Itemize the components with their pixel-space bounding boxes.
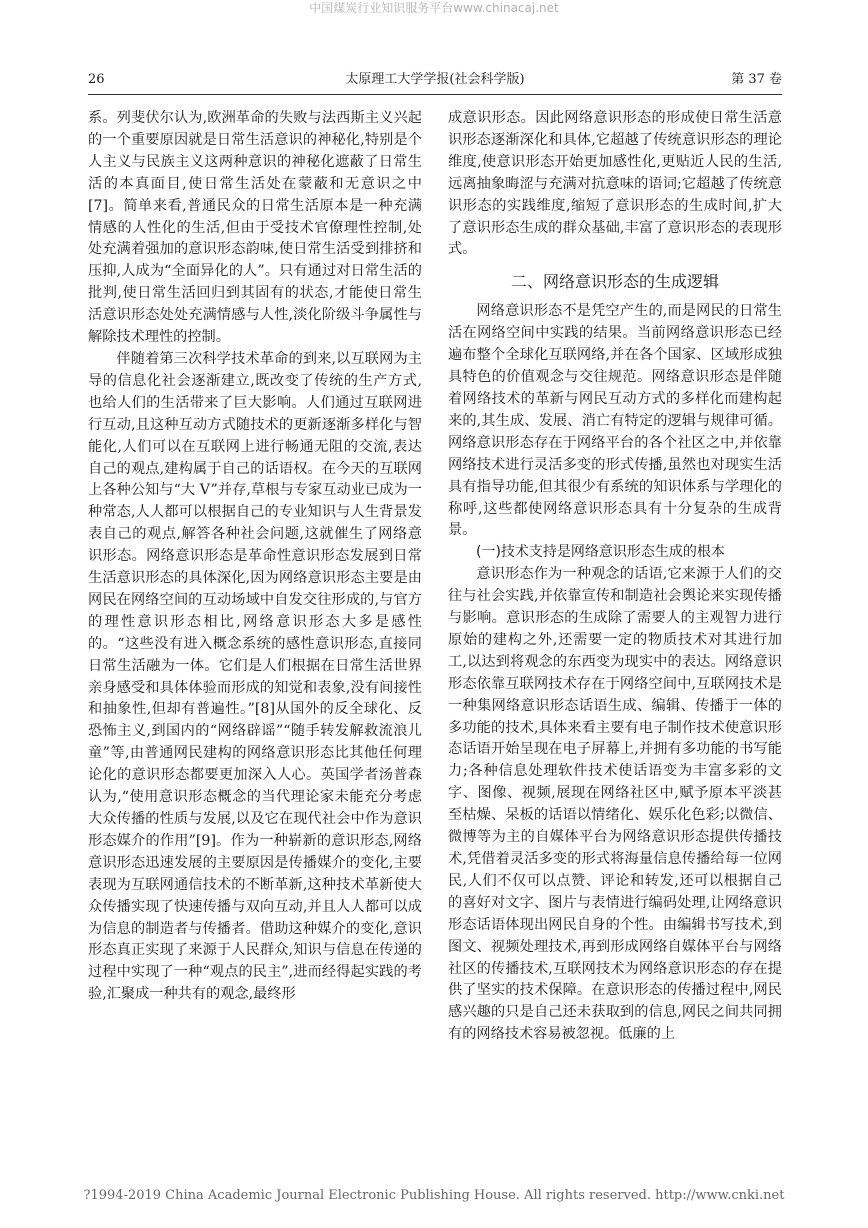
- running-header: [88, 70, 782, 92]
- subsection-title: (一)技术支持是网络意识形态生成的根本: [476, 544, 725, 561]
- volume-label: 第 37 卷: [731, 72, 782, 87]
- left-column: [88, 108, 422, 1006]
- header-rule: [88, 94, 782, 95]
- watermark: 中国煤炭行业知识服务平台www.chinacaj.net: [309, 1, 559, 15]
- paragraph: 意识形态作为一种观念的话语,它来源于人们的交往与社会实践,并依靠宣传和制造社会舆论来实现传播与影响。意识形态的生成除了需要人的主观智力进行原始的建构之外,还需要一定的物质技术对其进行加工,以达到将观念的东西变为现实中的表达。网络意识形态依靠互联网技术存在于网络空间中,互联网技术是一种集网络意识形态话语生成、编辑、传播于一体的多功能的技术,具体来看主要有电子制作技术使意识形态话语开始呈现在电子屏幕上,并拥有多功能的书写能力;各种信息处理软件技术使话语变为丰富多彩的文字、图像、视频,展现在网络社区中,赋予原本平淡甚至枯燥、呆板的话语以情绪化、娱乐化色彩;以微信、微博等为主的自媒体平台为网络意识形态提供传播技术,凭借着灵活多变的形式将海量信息传播给每一位网民,人们不仅可以点赞、评论和转发,还可以根据自己的喜好对文字、图片与表情进行编码处理,让网络意识形态话语体现出网民自身的个性。由编辑书写技术,到图文、视频处理技术,再到形成网络自媒体平台与网络社区的传播技术,互联网技术为网络意识形态的存在提供了坚实的技术保障。在意识形态的传播过程中,网民感兴趣的只是自己还未获取到的信息,网民之间共同拥有的网络技术容易被忽视。低廉的上: [448, 566, 782, 1043]
- right-column: [448, 108, 782, 1046]
- copyright-footer: ?1994-2019 China Academic Journal Electronic Publishing House. All rights reserved. http://www.cnki.net: [83, 1188, 785, 1203]
- paragraph: 系。列斐伏尔认为,欧洲革命的失败与法西斯主义兴起的一个重要原因就是日常生活意识的神秘化,特别是个人主义与民族主义这两种意识的神秘化遮蔽了日常生活的本真面目,使日常生活处在蒙蔽和无意识之中[7]。简单来看,普通民众的日常生活原本是一种充满情感的人性化的生活,但由于受技术官僚理性控制,处处充满着强加的意识形态韵味,使日常生活受到排挤和压抑,人成为“全面异化的人”。只有通过对日常生活的批判,使日常生活回归到其固有的状态,才能使日常生活意识形态处处充满情感与人性,淡化阶级斗争属性与解除技术理性的控制。: [88, 110, 422, 346]
- section-title: 二、网络意识形态的生成逻辑: [510, 272, 719, 292]
- paragraph: 成意识形态。因此网络意识形态的形成使日常生活意识形态逐渐深化和具体,它超越了传统意识形态的理论维度,使意识形态开始更加感性化,更贴近人民的生活,远离抽象晦涩与充满对抗意味的语词;它超越了传统意识形态的实践维度,缩短了意识形态的生成时间,扩大了意识形态生成的群众基础,丰富了意识形态的表现形式。: [448, 110, 782, 258]
- page-number: 26: [88, 72, 105, 87]
- journal-title: 太原理工大学学报(社会科学版): [345, 72, 525, 87]
- paragraph: 伴随着第三次科学技术革命的到来,以互联网为主导的信息化社会逐渐建立,既改变了传统的生产方式,也给人们的生活带来了巨大影响。人们通过互联网进行互动,且这种互动方式随技术的更新逐渐多样化与智能化,人们可以在互联网上进行畅通无阻的交流,表达自己的观点,建构属于自己的话语权。在今天的互联网上各种公知与“大 V”并存,草根与专家互动业已成为一种常态,人人都可以根据自己的专业知识与人生背景发表自己的观点,解答各种社会问题,这就催生了网络意识形态。网络意识形态是革命性意识形态发展到日常生活意识形态的具体深化,因为网络意识形态主要是由网民在网络空间的互动场域中自发交往形成的,与官方的理性意识形态相比,网络意识形态大多是感性的。“这些没有进入概念系统的感性意识形态,直接同日常生活融为一体。它们是人们根据在日常生活世界亲身感受和具体体验而形成的知觉和表象,没有间接性和抽象性,但却有普遍性。”[8]从国外的反全球化、反恐怖主义,到国内的“网络辟谣”“随手转发解救流浪儿童”等,由普通网民建构的网络意识形态比其他任何理论化的意识形态都要更加深入人心。英国学者汤普森认为,“使用意识形态概念的当代理论家未能充分考虑大众传播的性质与发展,以及它在现代社会中作为意识形态媒介的作用”[9]。作为一种崭新的意识形态,网络意识形态迅速发展的主要原因是传播媒介的变化,主要表现为互联网通信技术的不断革新,这种技术革新使大众传播实现了快速传播与双向互动,并且人人都可以成为信息的制造者与传播者。借助这种媒介的变化,意识形态真正实现了来源于人民群众,知识与信息在传递的过程中实现了一种“观点的民主”,进而经得起实践的考验,汇聚成一种共有的观念,最终形: [88, 350, 422, 1003]
- paragraph: 网络意识形态不是凭空产生的,而是网民的日常生活在网络空间中实践的结果。当前网络意识形态已经遍布整个全球化互联网络,并在各个国家、区域形成独具特色的价值观念与交往规范。网络意识形态是伴随着网络技术的革新与网民互动方式的多样化而建构起来的,其生成、发展、消亡有特定的逻辑与规律可循。网络意识形态存在于网络平台的各个社区之中,并依靠网络技术进行灵活多变的形式传播,虽然也对现实生活具有指导功能,但其很少有系统的知识体系与学理化的称呼,这些都使网络意识形态具有十分复杂的生成背景。: [448, 303, 782, 539]
